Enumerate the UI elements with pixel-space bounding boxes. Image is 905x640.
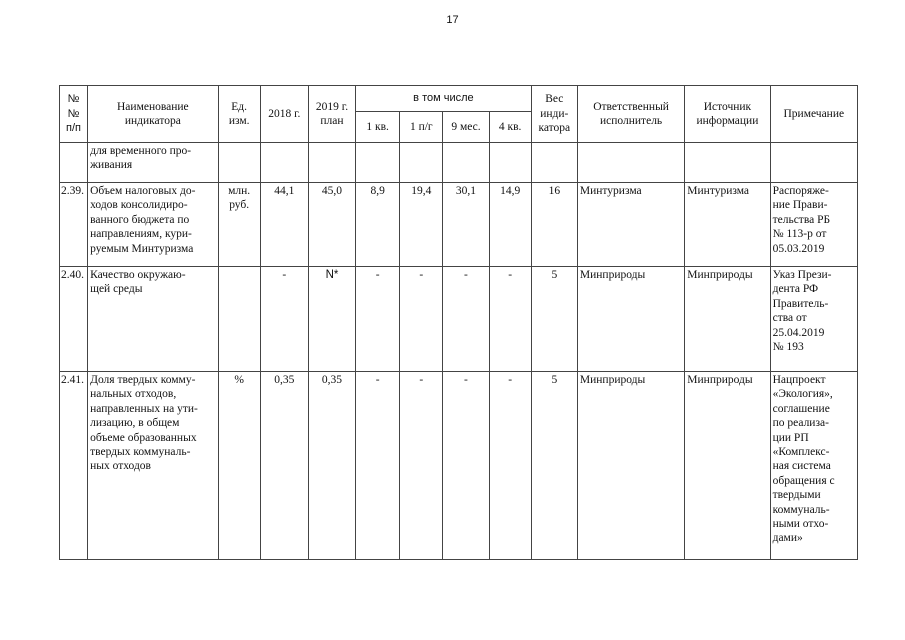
row-q1: -	[356, 267, 400, 372]
row-9m	[443, 143, 489, 183]
table-row	[60, 267, 858, 372]
row-weight	[531, 143, 577, 183]
row-name: Качество окружаю- щей среды	[88, 267, 218, 372]
header-responsible: Ответственный исполнитель	[577, 86, 684, 143]
row-2019: 45,0	[308, 183, 355, 267]
row-9m: -	[443, 372, 489, 560]
row-note: Распоряже- ние Прави- тельства РБ № 113-р от 05.03.2019	[770, 183, 857, 267]
header-name: Наименование индикатора	[88, 86, 218, 143]
row-responsible: Минприроды	[577, 372, 684, 560]
row-2019: 0,35	[308, 372, 355, 560]
row-q4: -	[489, 372, 531, 560]
row-num: 2.39.	[60, 183, 88, 267]
header-including: в том числе	[356, 86, 532, 112]
row-2019	[308, 143, 355, 183]
header-num: № № п/п	[60, 86, 88, 143]
row-responsible	[577, 143, 684, 183]
row-weight: 5	[531, 372, 577, 560]
row-q1	[356, 143, 400, 183]
row-responsible: Минтуризма	[577, 183, 684, 267]
row-weight: 16	[531, 183, 577, 267]
row-q4: -	[489, 267, 531, 372]
row-note: Указ Прези- дента РФ Правитель- ства от 25.04.2019 № 193	[770, 267, 857, 372]
row-unit: млн. руб.	[218, 183, 260, 267]
row-2018: -	[260, 267, 308, 372]
row-weight: 5	[531, 267, 577, 372]
row-num: 2.40.	[60, 267, 88, 372]
row-note: Нацпроект «Экология», соглашение по реализа- ции РП «Комплекс- ная система обращения с твердыми коммуналь- ными отхо- дами»	[770, 372, 857, 560]
row-source	[685, 143, 770, 183]
header-q4: 4 кв.	[489, 112, 531, 143]
table-row	[60, 372, 858, 560]
table-row	[60, 183, 858, 267]
row-q1: -	[356, 372, 400, 560]
row-h1: -	[400, 372, 443, 560]
header-note: Примечание	[770, 86, 857, 143]
row-unit	[218, 267, 260, 372]
row-unit	[218, 143, 260, 183]
header-q1: 1 кв.	[356, 112, 400, 143]
header-2019-plan: 2019 г. план	[308, 86, 355, 143]
row-2018: 0,35	[260, 372, 308, 560]
row-2018: 44,1	[260, 183, 308, 267]
header-9m: 9 мес.	[443, 112, 489, 143]
header-source: Источник информации	[685, 86, 770, 143]
table-row	[60, 143, 858, 183]
indicators-table	[59, 85, 858, 560]
row-2019: N*	[308, 267, 355, 372]
row-name: Доля твердых комму- нальных отходов, направленных на ути- лизацию, в общем объеме образованных твердых коммуналь- ных отходов	[88, 372, 218, 560]
row-num: 2.41.	[60, 372, 88, 560]
row-source: Минприроды	[685, 372, 770, 560]
header-h1: 1 п/г	[400, 112, 443, 143]
row-q4	[489, 143, 531, 183]
header-2018: 2018 г.	[260, 86, 308, 143]
page-number: 17	[446, 14, 459, 26]
row-note	[770, 143, 857, 183]
row-q1: 8,9	[356, 183, 400, 267]
header-unit: Ед. изм.	[218, 86, 260, 143]
row-9m: -	[443, 267, 489, 372]
row-2018	[260, 143, 308, 183]
row-responsible: Минприроды	[577, 267, 684, 372]
row-name: для временного про- живания	[88, 143, 218, 183]
row-name: Объем налоговых до- ходов консолидиро- ванного бюджета по направлениям, кури- руемым Минтуризма	[88, 183, 218, 267]
row-unit: %	[218, 372, 260, 560]
row-num	[60, 143, 88, 183]
row-source: Минприроды	[685, 267, 770, 372]
header-weight: Вес инди- катора	[531, 86, 577, 143]
row-h1: -	[400, 267, 443, 372]
row-source: Минтуризма	[685, 183, 770, 267]
row-h1	[400, 143, 443, 183]
row-9m: 30,1	[443, 183, 489, 267]
row-h1: 19,4	[400, 183, 443, 267]
row-q4: 14,9	[489, 183, 531, 267]
